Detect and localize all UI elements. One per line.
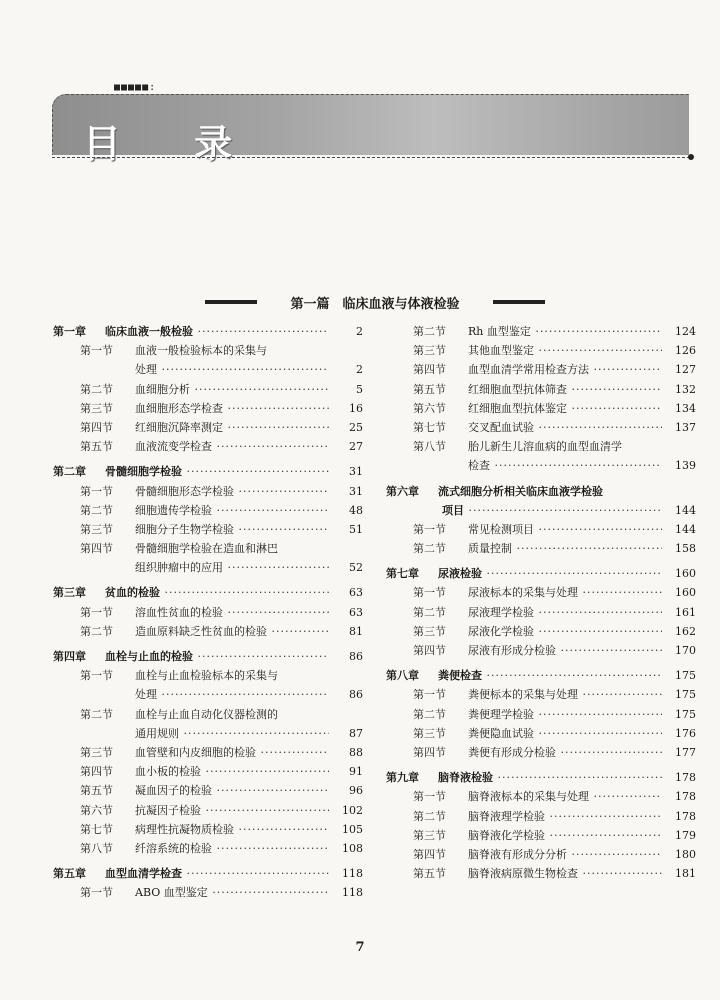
toc-entry-title: 血液一般检验标本的采集与 xyxy=(135,344,267,358)
toc-entry[interactable] xyxy=(53,762,363,781)
toc-entry-title: 贫血的检验 ····· xyxy=(105,583,329,602)
toc-entry-title: 质量控制 ····· xyxy=(468,539,662,558)
toc-entry[interactable] xyxy=(386,501,696,520)
toc-entry-page: 124 xyxy=(675,325,696,338)
toc-entry-title: 红细胞沉降率测定 ····· xyxy=(135,418,329,437)
toc-entry-title: 病理性抗凝物质检验 ····· xyxy=(135,820,329,839)
toc-entry-page: 170 xyxy=(675,644,696,657)
toc-entry[interactable] xyxy=(386,418,696,437)
toc-entry-label: 第二节 xyxy=(80,503,113,517)
toc-entry[interactable] xyxy=(53,380,363,399)
toc-entry-title: 血管壁和内皮细胞的检验 ····· xyxy=(135,743,329,762)
toc-entry[interactable] xyxy=(53,622,363,641)
part-rule-right xyxy=(493,300,545,304)
toc-entry-page: 86 xyxy=(349,688,363,702)
toc-entry[interactable] xyxy=(386,724,696,743)
toc-entry-label: 第四节 xyxy=(80,765,113,779)
toc-entry-label: 第一节 xyxy=(413,522,446,536)
toc-entry-page: 180 xyxy=(675,847,696,861)
toc-entry[interactable] xyxy=(53,743,363,762)
toc-entry-title: 脑脊液检验 ····· xyxy=(438,768,662,787)
part-title: 第一篇 临床血液与体液检验 xyxy=(290,296,460,312)
toc-entry-label: 第四节 xyxy=(413,363,446,377)
toc-entry-page: 134 xyxy=(675,401,696,415)
toc-chapter-entry[interactable] xyxy=(386,482,696,501)
toc-entry[interactable] xyxy=(53,724,363,743)
toc-entry[interactable] xyxy=(53,558,363,577)
toc-entry-title: 红细胞血型抗体鉴定 ····· xyxy=(468,399,662,418)
toc-entry-page: 51 xyxy=(349,522,363,536)
toc-entry-label: 第一节 xyxy=(80,669,113,683)
toc-entry[interactable] xyxy=(53,520,363,539)
toc-entry-title: 尿液理学检验 ····· xyxy=(468,603,662,622)
toc-entry-title: 脑脊液理学检验 ····· xyxy=(468,807,662,826)
toc-entry-title: 细胞分子生物学检验 ····· xyxy=(135,520,329,539)
toc-entry-title: 尿液有形成分检验 ····· xyxy=(468,641,662,660)
toc-entry-page: 87 xyxy=(349,726,363,740)
toc-entry-label: 第九章 xyxy=(386,771,419,785)
toc-entry-page: 31 xyxy=(349,465,363,479)
banner-band xyxy=(52,94,689,166)
toc-entry-title: 血小板的检验 ····· xyxy=(135,762,329,781)
toc-entry-page: 63 xyxy=(349,586,363,600)
toc-entry[interactable] xyxy=(53,801,363,820)
toc-entry-label: 第二节 xyxy=(413,809,446,823)
toc-entry-title: 常见检测项目 ····· xyxy=(468,520,662,539)
toc-entry-label: 第二节 xyxy=(413,707,446,721)
part-heading xyxy=(205,292,545,312)
toc-entry-page: 126 xyxy=(675,344,696,358)
toc-entry-label: 第二节 xyxy=(80,624,113,638)
toc-entry[interactable] xyxy=(53,839,363,858)
toc-entry-title: 溶血性贫血的检验 ····· xyxy=(135,603,329,622)
toc-entry-page: 181 xyxy=(675,867,696,881)
toc-chapter-entry[interactable] xyxy=(386,564,696,583)
toc-entry-page: 160 xyxy=(675,586,696,600)
toc-entry-label: 第七节 xyxy=(413,420,446,434)
toc-entry-title: 抗凝因子检验 ····· xyxy=(135,801,329,820)
toc-entry[interactable] xyxy=(386,705,696,724)
toc-entry[interactable] xyxy=(53,781,363,800)
toc-entry-title: 处理 ····· xyxy=(135,685,329,704)
toc-entry-page: 102 xyxy=(342,803,363,817)
toc-entry-label: 第四节 xyxy=(413,745,446,759)
toc-entry-title: 细胞遗传学检验 ····· xyxy=(135,501,329,520)
toc-column-right xyxy=(386,322,696,883)
toc-entry-title: 粪便隐血试验 ····· xyxy=(468,724,662,743)
toc-entry-label: 第八节 xyxy=(80,841,113,855)
toc-entry-page: 178 xyxy=(675,790,696,804)
toc-entry-label: 第六节 xyxy=(413,401,446,415)
toc-entry-label: 第三节 xyxy=(413,828,446,842)
toc-entry-label: 第一节 xyxy=(80,484,113,498)
toc-entry[interactable] xyxy=(53,685,363,704)
toc-entry-title: 流式细胞分析相关临床血液学检验 xyxy=(438,484,603,498)
toc-entry-page: 118 xyxy=(342,867,363,881)
toc-entry-label: 第四章 xyxy=(53,650,86,663)
toc-column-left xyxy=(53,322,363,902)
toc-entry-label: 第六章 xyxy=(386,484,419,498)
toc-entry-label: 第三节 xyxy=(413,344,446,358)
toc-entry[interactable] xyxy=(386,539,696,558)
toc-entry[interactable] xyxy=(53,399,363,418)
toc-entry-label: 第二节 xyxy=(413,542,446,556)
toc-entry[interactable] xyxy=(386,360,696,379)
toc-entry-label: 第二节 xyxy=(413,325,446,338)
toc-entry-title: ABO 血型鉴定 ····· xyxy=(135,883,329,902)
toc-entry-label: 第二节 xyxy=(413,605,446,619)
toc-entry-title: 纤溶系统的检验 ····· xyxy=(135,839,329,858)
toc-entry[interactable] xyxy=(53,360,363,379)
toc-entry-page: 158 xyxy=(675,542,696,556)
toc-entry-label: 第八章 xyxy=(386,669,419,683)
toc-entry-label: 第五章 xyxy=(53,867,86,881)
toc-entry-title: 血型血清学检查 ····· xyxy=(105,864,329,883)
toc-entry[interactable] xyxy=(386,826,696,845)
toc-entry-label: 第七节 xyxy=(80,822,113,836)
toc-entry-page: 2 xyxy=(356,363,363,377)
toc-entry[interactable] xyxy=(386,641,696,660)
toc-chapter-entry[interactable] xyxy=(53,322,363,341)
toc-entry-title: 血细胞形态学检查 ····· xyxy=(135,399,329,418)
toc-entry-label: 第四节 xyxy=(413,644,446,657)
toc-entry-label: 第二节 xyxy=(80,382,113,396)
toc-entry-title: 粪便检查 ····· xyxy=(438,666,662,685)
toc-entry-page: 118 xyxy=(342,886,363,900)
toc-entry[interactable] xyxy=(386,743,696,762)
toc-entry-page: 160 xyxy=(675,567,696,581)
toc-entry-page: 127 xyxy=(675,363,696,377)
toc-entry-title: 红细胞血型抗体筛查 ····· xyxy=(468,380,662,399)
toc-entry-title: 血型血清学常用检查方法 ····· xyxy=(468,360,662,379)
banner-rule xyxy=(52,157,690,158)
toc-entry[interactable] xyxy=(386,603,696,622)
toc-entry-page: 81 xyxy=(349,624,363,638)
toc-entry[interactable] xyxy=(53,341,363,360)
toc-chapter-entry[interactable] xyxy=(386,666,696,685)
toc-entry-title: 组织肿瘤中的应用 ····· xyxy=(135,558,329,577)
toc-entry-page: 178 xyxy=(675,771,696,785)
toc-entry-page: 176 xyxy=(675,726,696,740)
toc-entry-page: 91 xyxy=(349,765,363,779)
toc-entry-title: 脑脊液有形成分分析 ····· xyxy=(468,845,662,864)
toc-entry-page: 16 xyxy=(349,401,363,415)
toc-entry-title: 通用规则 ····· xyxy=(135,724,329,743)
toc-entry[interactable] xyxy=(53,418,363,437)
toc-entry[interactable] xyxy=(386,341,696,360)
banner-end-dot xyxy=(688,154,694,160)
toc-entry-title: 粪便理学检验 ····· xyxy=(468,705,662,724)
toc-entry-label: 第一节 xyxy=(413,790,446,804)
toc-entry-title: 血细胞分析 ····· xyxy=(135,380,329,399)
toc-entry-title: 脑脊液标本的采集与处理 ····· xyxy=(468,787,662,806)
toc-entry-label: 第一节 xyxy=(413,586,446,600)
toc-entry-label: 第三节 xyxy=(80,745,113,759)
toc-entry-title: 临床血液一般检验 ····· xyxy=(105,322,329,341)
toc-entry[interactable] xyxy=(386,845,696,864)
toc-entry-title: 处理 ····· xyxy=(135,360,329,379)
toc-entry[interactable] xyxy=(53,666,363,685)
toc-entry[interactable] xyxy=(386,322,696,341)
toc-entry-page: 52 xyxy=(349,561,363,575)
toc-entry-page: 5 xyxy=(356,382,363,396)
toc-entry-title: 粪便有形成分检验 ····· xyxy=(468,743,662,762)
toc-entry-label: 第三节 xyxy=(80,401,113,415)
toc-entry[interactable] xyxy=(53,820,363,839)
toc-entry[interactable] xyxy=(386,399,696,418)
toc-entry-title: 造血原料缺乏性贫血的检验 ····· xyxy=(135,622,329,641)
toc-entry-page: 162 xyxy=(675,624,696,638)
toc-entry-page: 105 xyxy=(342,822,363,836)
toc-entry-title: 尿液化学检验 ····· xyxy=(468,622,662,641)
toc-entry[interactable] xyxy=(53,437,363,456)
toc-entry[interactable] xyxy=(386,807,696,826)
toc-entry-title: 其他血型鉴定 ····· xyxy=(468,341,662,360)
toc-entry-page: 48 xyxy=(349,503,363,517)
toc-entry-page: 27 xyxy=(349,440,363,454)
toc-entry-title: 血栓与止血自动化仪器检测的 xyxy=(135,707,278,721)
toc-entry-title: 骨髓细胞学检验在造血和淋巴 xyxy=(135,542,278,556)
toc-entry-label: 第四节 xyxy=(413,847,446,861)
toc-entry-page: 179 xyxy=(675,828,696,842)
toc-entry-title: 尿液检验 ····· xyxy=(438,564,662,583)
toc-entry-page: 178 xyxy=(675,809,696,823)
toc-entry-label: 第五节 xyxy=(413,867,446,881)
toc-entry-page: 31 xyxy=(349,484,363,498)
toc-entry-title: 粪便标本的采集与处理 ····· xyxy=(468,685,662,704)
toc-entry[interactable] xyxy=(53,501,363,520)
toc-entry-page: 25 xyxy=(349,420,363,434)
toc-entry-label: 第三章 xyxy=(53,586,86,600)
page-title: 目 录 xyxy=(83,122,263,166)
toc-chapter-entry[interactable] xyxy=(53,462,363,481)
toc-entry-title: 交叉配血试验 ····· xyxy=(468,418,662,437)
toc-entry-label: 第五节 xyxy=(413,382,446,396)
toc-entry[interactable] xyxy=(386,437,696,456)
toc-entry-title: Rh 血型鉴定 ····· xyxy=(468,322,662,341)
toc-entry[interactable] xyxy=(386,380,696,399)
toc-entry-page: 175 xyxy=(675,669,696,683)
toc-entry[interactable] xyxy=(53,883,363,902)
toc-entry-label: 第一节 xyxy=(413,688,446,702)
toc-entry-label: 第四节 xyxy=(80,542,113,556)
toc-entry[interactable] xyxy=(386,622,696,641)
toc-entry-title: 尿液标本的采集与处理 ····· xyxy=(468,583,662,602)
toc-entry-title: 骨髓细胞形态学检验 ····· xyxy=(135,482,329,501)
toc-entry-label: 第一节 xyxy=(80,344,113,358)
toc-entry-page: 139 xyxy=(675,459,696,473)
toc-entry-page: 2 xyxy=(356,325,363,338)
toc-entry-label: 第二节 xyxy=(80,707,113,721)
toc-chapter-entry[interactable] xyxy=(53,647,363,666)
toc-entry-page: 161 xyxy=(675,605,696,619)
toc-banner xyxy=(52,82,695,166)
toc-entry[interactable] xyxy=(386,456,696,475)
toc-chapter-entry[interactable] xyxy=(53,864,363,883)
toc-entry[interactable] xyxy=(53,539,363,558)
toc-entry-title: 检查 ····· xyxy=(468,456,662,475)
toc-entry-title: 脑脊液病原微生物检查 ····· xyxy=(468,864,662,883)
toc-entry-page: 132 xyxy=(675,382,696,396)
toc-entry-page: 144 xyxy=(675,522,696,536)
toc-entry[interactable] xyxy=(386,583,696,602)
toc-entry[interactable] xyxy=(386,520,696,539)
toc-entry[interactable] xyxy=(53,482,363,501)
toc-entry-label: 第三节 xyxy=(80,522,113,536)
toc-entry-page: 177 xyxy=(675,745,696,759)
page-number: 7 xyxy=(355,940,365,955)
toc-entry-page: 86 xyxy=(349,650,363,663)
toc-entry-label: 第五节 xyxy=(80,784,113,798)
toc-entry-title: 凝血因子的检验 ····· xyxy=(135,781,329,800)
toc-entry-page: 144 xyxy=(675,503,696,517)
toc-entry-title: 骨髓细胞学检验 ····· xyxy=(105,462,329,481)
toc-entry-label: 第一节 xyxy=(80,886,113,900)
toc-entry[interactable] xyxy=(386,685,696,704)
toc-entry-page: 137 xyxy=(675,420,696,434)
toc-entry[interactable] xyxy=(386,787,696,806)
toc-entry-title: 血栓与止血的检验 ····· xyxy=(105,647,329,666)
toc-entry-label: 第一章 xyxy=(53,325,86,338)
toc-entry-title: 脑脊液化学检验 ····· xyxy=(468,826,662,845)
toc-entry-title: 血液流变学检查 ····· xyxy=(135,437,329,456)
banner-dots: ■■■■■: xyxy=(114,82,157,93)
toc-entry-title: 胎儿新生儿溶血病的血型血清学 xyxy=(468,440,622,454)
toc-entry-label: 第六节 xyxy=(80,803,113,817)
toc-entry-label: 第三节 xyxy=(413,726,446,740)
toc-entry-page: 88 xyxy=(349,745,363,759)
toc-entry-label: 第四节 xyxy=(80,420,113,434)
toc-chapter-entry[interactable] xyxy=(386,768,696,787)
toc-entry[interactable] xyxy=(53,603,363,622)
toc-entry-page: 175 xyxy=(675,688,696,702)
toc-entry-label: 第八节 xyxy=(413,440,446,454)
toc-entry-title: 项目 ····· xyxy=(442,501,662,520)
toc-entry-label: 第七章 xyxy=(386,567,419,581)
toc-entry-page: 175 xyxy=(675,707,696,721)
toc-entry-label: 第二章 xyxy=(53,465,86,479)
toc-entry[interactable] xyxy=(386,864,696,883)
toc-entry-label: 第三节 xyxy=(413,624,446,638)
toc-entry-page: 63 xyxy=(349,605,363,619)
toc-entry-label: 第一节 xyxy=(80,605,113,619)
part-rule-left xyxy=(205,300,257,304)
toc-entry-title: 血栓与止血检验标本的采集与 xyxy=(135,669,278,683)
toc-entry[interactable] xyxy=(53,705,363,724)
toc-entry-page: 108 xyxy=(342,841,363,855)
toc-chapter-entry[interactable] xyxy=(53,583,363,602)
toc-entry-page: 96 xyxy=(349,784,363,798)
toc-entry-label: 第五节 xyxy=(80,440,113,454)
